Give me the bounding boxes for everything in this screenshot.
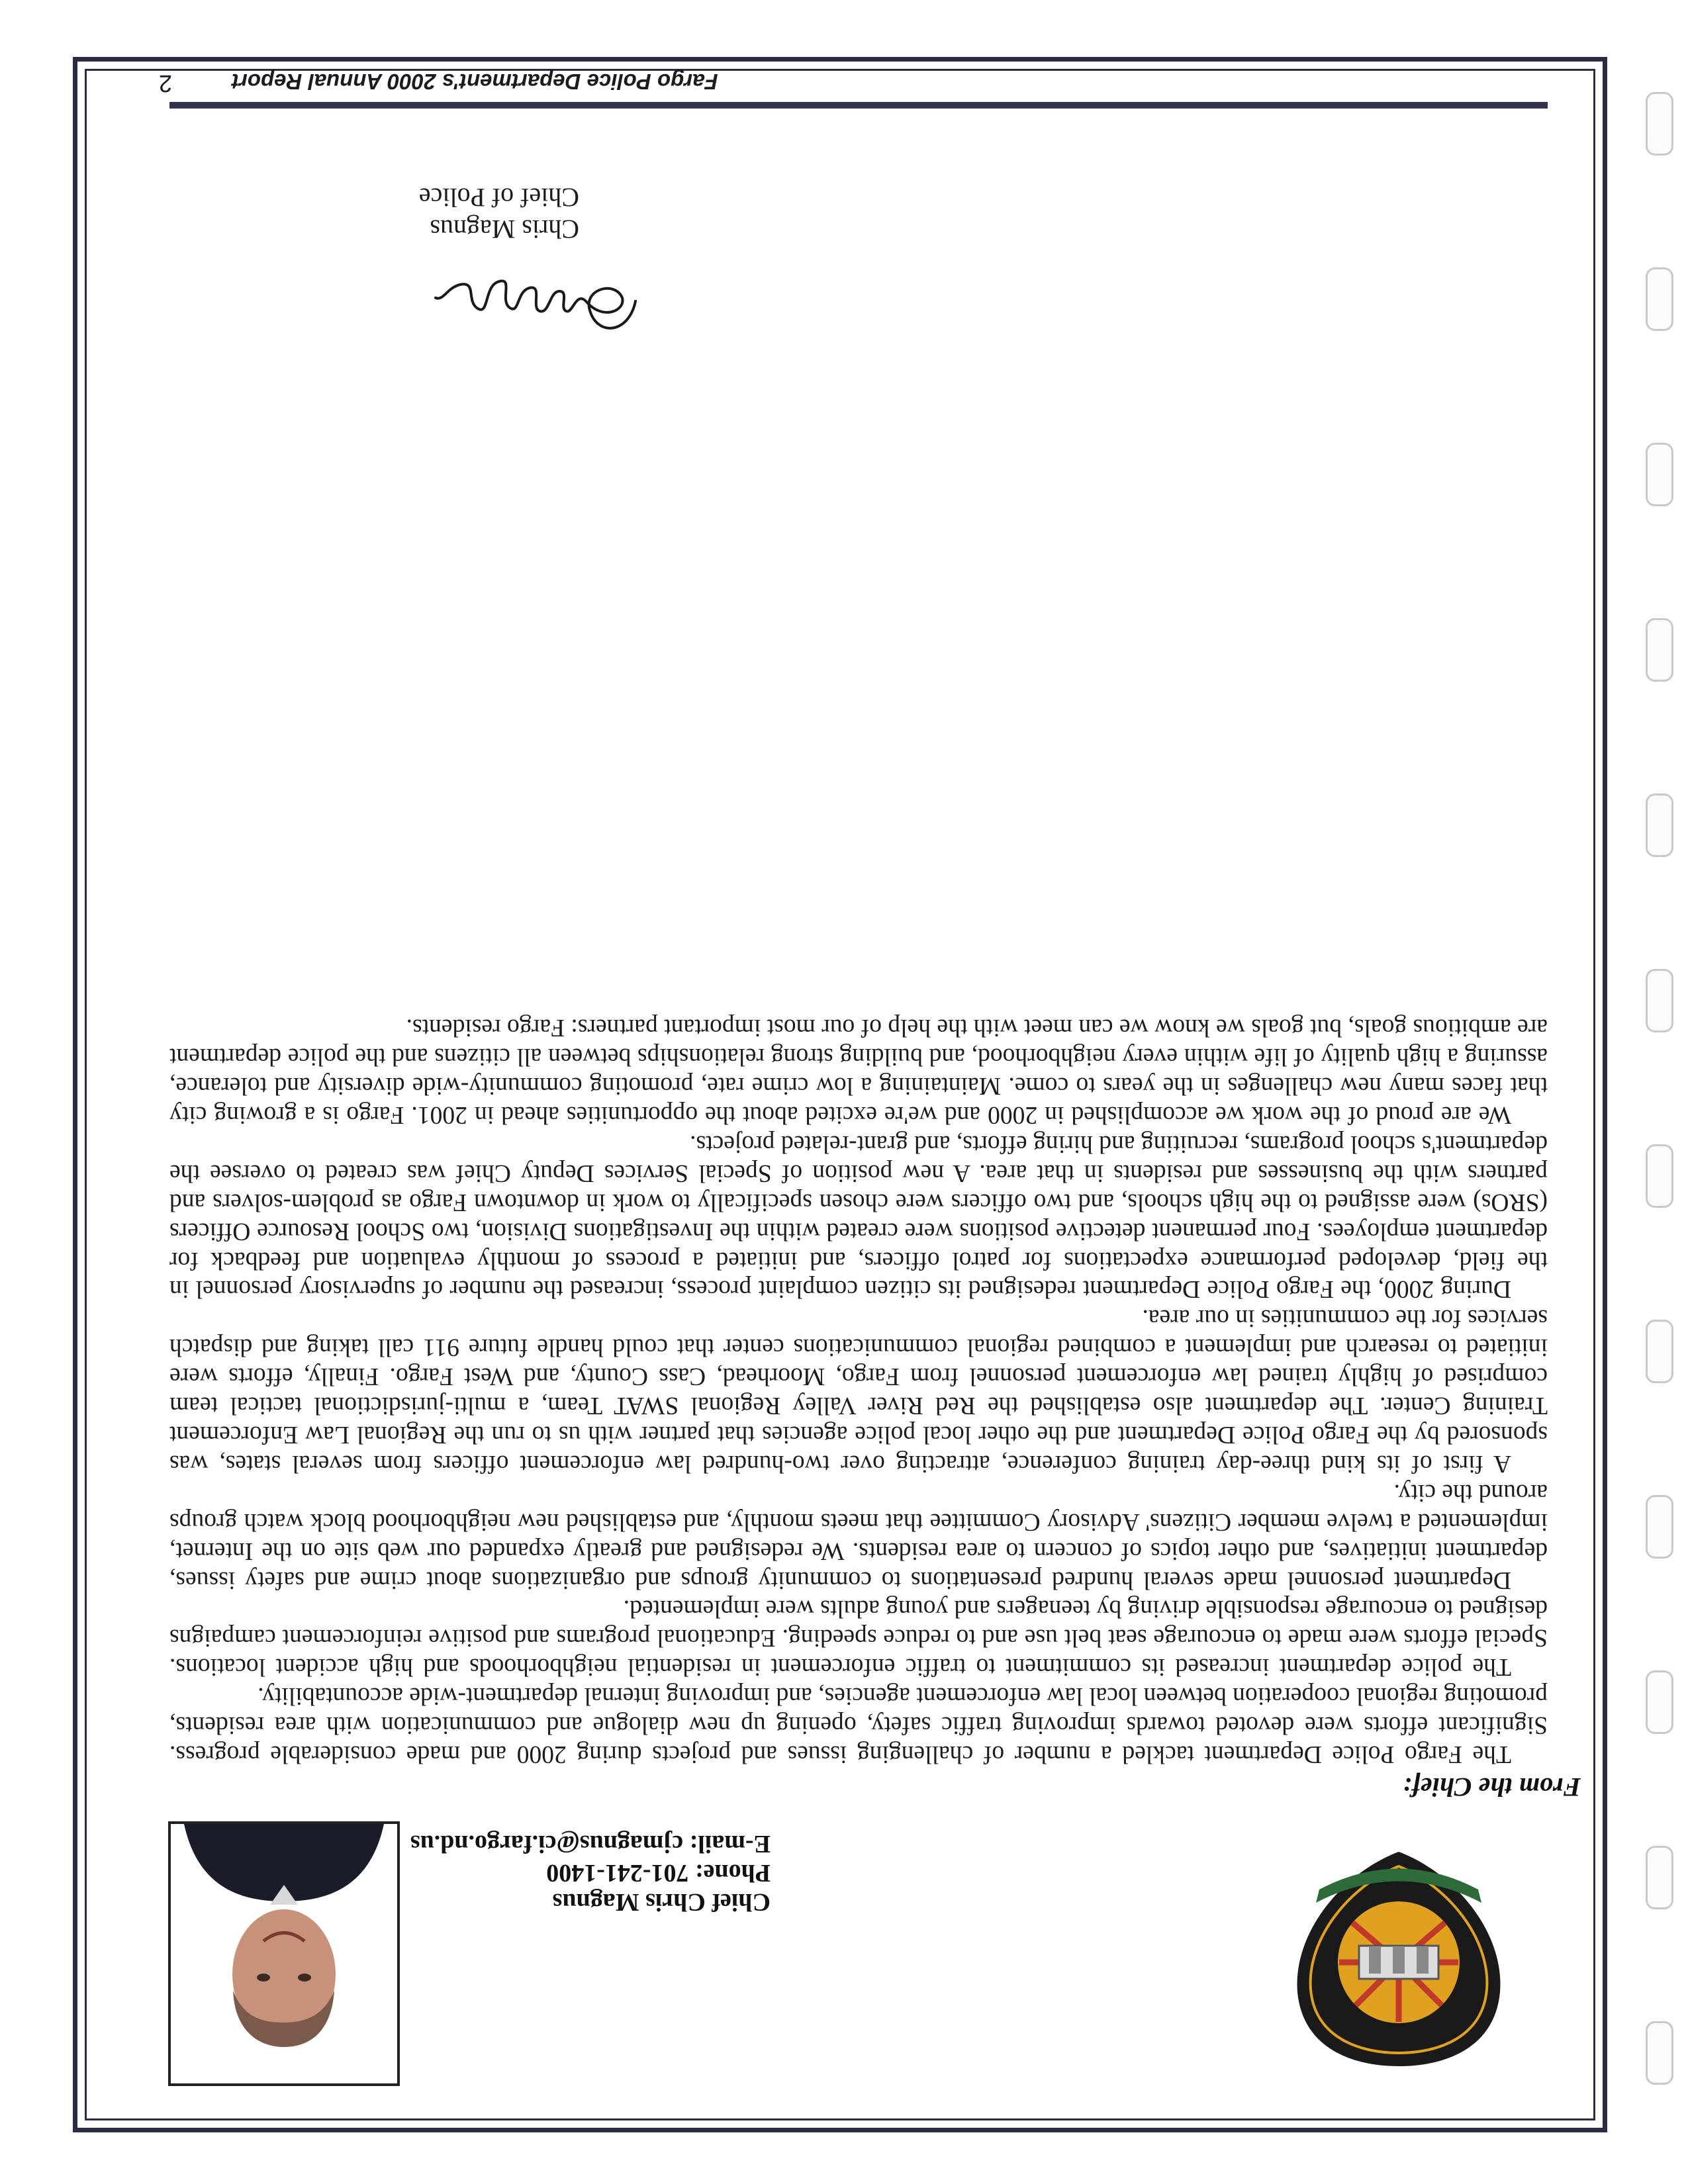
binder-hole xyxy=(1646,1495,1673,1559)
signatory-name: Chris Magnus xyxy=(430,214,579,244)
page-number: 2 xyxy=(159,70,173,97)
binder-hole xyxy=(1646,92,1673,156)
fargo-police-badge-logo xyxy=(1289,1846,1508,2071)
footer-rule xyxy=(169,102,1548,109)
footer-report-title: Fargo Police Department's 2000 Annual Report xyxy=(232,69,718,94)
binder-hole xyxy=(1646,618,1673,682)
binder-hole xyxy=(1646,443,1673,506)
binder-hole xyxy=(1646,267,1673,331)
body-paragraph: During 2000, the Fargo Police Department redesigned its citizen complaint process, increased the number of supervisory personnel in the field, developed performance expectations for patrol officers, and initiated a process of monthly evaluation and feedback for department employees. Four permanent detective positions were created within the Investigations Division, two School Resource Officers (SROs) were assigned to the high schools, and two officers were chosen specifically to work in downtown Fargo as problem-solvers and partners with the businesses and residents in that area. A new position of Special Services Deputy Chief was created to oversee the department's school programs, recruiting and hiring efforts, and grant-related projects. xyxy=(169,1130,1548,1303)
chief-contact-block xyxy=(360,1829,771,1917)
letter-body xyxy=(169,1013,1548,1768)
body-paragraph: The police department increased its commitment to traffic enforcement in residential neighborhoods and high accident locations. Special efforts were made to encourage seat belt use and to reduce speeding. Educational programs and positive reinforcement campaigns designed to encourage responsible driving by teenagers and young adults were implemented. xyxy=(169,1595,1548,1681)
body-paragraph: Department personnel made several hundred presentations to community groups and organizations about crime and safety issues, department initiatives, and other topics of concern to area residents. We redesigned and greatly expanded our web site on the Internet, implemented a twelve member Citizens' Advisory Committee that meets monthly, and established new neighborhood block watch groups around the city. xyxy=(169,1479,1548,1594)
chief-phone: Phone: 701-241-1400 xyxy=(546,1859,771,1887)
binder-hole xyxy=(1646,1144,1673,1208)
binder-holes xyxy=(1627,26,1673,2085)
binder-hole xyxy=(1646,1846,1673,1909)
binder-hole xyxy=(1646,2021,1673,2085)
binder-hole xyxy=(1646,794,1673,857)
binder-hole xyxy=(1646,1670,1673,1734)
body-paragraph: A first of its kind three-day training conference, attracting over two-hundred law enforcement officers from several states, was sponsored by the Fargo Police Department and the other local police agencies that partner with us to run the Regional Law Enforcement Training Center. The department also established the Red River Valley Regional SWAT Team, a multi-jurisdictional tactical team comprised of highly trained law enforcement personnel from Fargo, Moorhead, Cass County, and West Fargo. Finally, efforts were initiated to research and implement a combined regional communications center that could handle future 911 call taking and dispatch services for the communities in our area. xyxy=(169,1304,1548,1477)
signatory-title: Chief of Police xyxy=(418,183,579,212)
body-paragraph: We are proud of the work we accomplished in 2000 and we're excited about the opportunities ahead in 2001. Fargo is a growing city that faces many new challenges in the years to come. Maintaining a low crime rate, promoting community-wide diversity and tolerance, assuring a high quality of life within every neighborhood, and building strong relationships between all citizens and the police department are ambitious goals, but goals we know we can meet with the help of our most important partners: Fargo residents. xyxy=(169,1014,1548,1129)
body-paragraph: The Fargo Police Department tackled a number of challenging issues and projects during 2000 and made considerable progress. Significant efforts were devoted towards improving traffic safety, opening up new dialogue and communication with area residents, promoting regional cooperation between local law enforcement agencies, and improving internal department-wide accountability. xyxy=(169,1682,1548,1768)
chief-name: Chief Chris Magnus xyxy=(552,1888,771,1916)
binder-hole xyxy=(1646,969,1673,1032)
binder-hole xyxy=(1646,1320,1673,1383)
chief-email: E-mail: cjmagnus@ci.fargo.nd.us xyxy=(410,1830,771,1858)
handwritten-signature xyxy=(430,261,642,347)
section-title: From the Chief: xyxy=(1403,1772,1581,1802)
signatory-block xyxy=(419,181,579,245)
